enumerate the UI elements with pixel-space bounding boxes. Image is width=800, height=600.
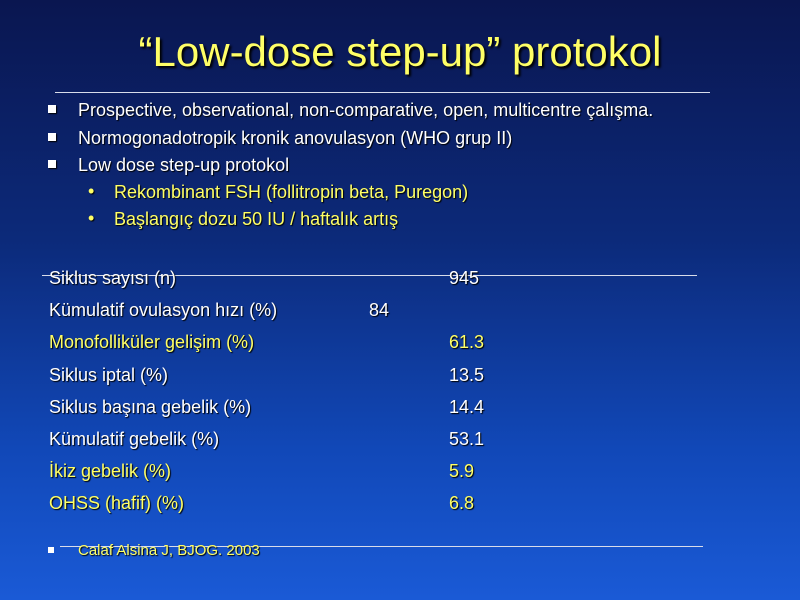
square-bullet-icon (48, 133, 56, 141)
sub-bullet-text: Rekombinant FSH (follitropin beta, Puregon) (114, 182, 469, 202)
sub-bullet-text: Başlangıç dozu 50 IU / haftalık artış (114, 209, 399, 229)
row-value: 945 (449, 268, 480, 288)
row-value: 6.8 (449, 493, 475, 513)
reference-text: Calaf Alsina J, BJOG. 2003 (78, 542, 260, 559)
row-value: 13.5 (449, 365, 485, 385)
square-bullet-icon (48, 547, 54, 553)
row-value: 84 (369, 300, 390, 320)
square-bullet-icon (48, 160, 56, 168)
bullet-text: Normogonadotropik kronik anovulasyon (WHO grup II) (78, 128, 513, 148)
bullet-text: Low dose step-up protokol (78, 155, 290, 175)
row-label: OHSS (hafif) (%) (49, 493, 185, 513)
row-label: İkiz gebelik (%) (49, 461, 172, 481)
dot-bullet-icon: • (88, 208, 95, 228)
row-label: Siklus başına gebelik (%) (49, 397, 252, 417)
bullet-text: Prospective, observational, non-comparative, open, multicentre çalışma. (78, 100, 654, 120)
row-label: Kümulatif gebelik (%) (49, 429, 220, 449)
row-value: 5.9 (449, 461, 475, 481)
row-label: Kümulatif ovulasyon hızı (%) (49, 300, 278, 320)
square-bullet-icon (48, 105, 56, 113)
row-value: 53.1 (449, 429, 485, 449)
row-label: Siklus iptal (%) (49, 365, 169, 385)
slide-title: “Low-dose step-up” protokol (138, 28, 662, 75)
title-divider (55, 92, 710, 93)
row-label: Siklus sayısı (n) (49, 268, 177, 288)
row-value: 61.3 (449, 332, 485, 352)
row-value: 14.4 (449, 397, 485, 417)
row-label: Monofolliküler gelişim (%) (49, 332, 255, 352)
dot-bullet-icon: • (88, 181, 95, 201)
